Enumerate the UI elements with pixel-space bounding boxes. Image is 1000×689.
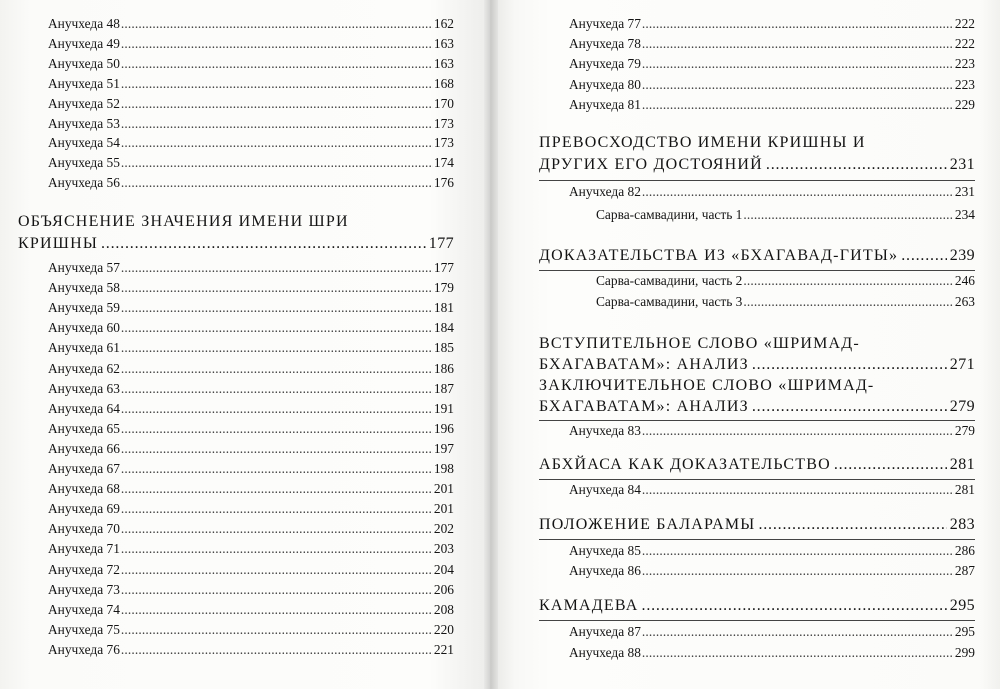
leader-dots: [743, 207, 954, 223]
leader-dots: [121, 582, 433, 598]
toc-entry-page-number: 201: [433, 501, 454, 517]
section-title: КАМАДЕВА: [539, 597, 639, 614]
toc-entry: [48, 96, 454, 112]
section-title-line1: ПРЕВОСХОДСТВО ИМЕНИ КРИШНЫ И: [539, 134, 866, 151]
section-title-line2: БХАГАВАТАМ»: АНАЛИЗ: [539, 398, 749, 415]
toc-entry-page-number: 229: [954, 96, 975, 112]
leader-dots: [121, 96, 433, 112]
toc-entry-page-number: 221: [433, 641, 454, 657]
leader-dots: [121, 602, 433, 618]
toc-entry: [569, 56, 975, 72]
toc-entry-page-number: 197: [433, 440, 454, 456]
toc-entry: [48, 421, 454, 437]
section-title-line1: ВСТУПИТЕЛЬНОЕ СЛОВО «ШРИМАД-: [539, 335, 860, 352]
section-heading: [539, 456, 975, 474]
toc-entry-label: Анучхеда 71: [48, 541, 120, 557]
leader-dots: [121, 481, 433, 497]
leader-dots: [121, 280, 433, 296]
leader-dots: [121, 320, 433, 336]
leader-dots: [121, 461, 433, 477]
toc-entry-label: Анучхеда 54: [48, 135, 120, 151]
toc-entry: [569, 16, 975, 32]
toc-entry-label: Анучхеда 52: [48, 95, 120, 111]
leader-dots: [642, 77, 954, 93]
toc-entry: [48, 481, 454, 497]
toc-entry: [48, 36, 454, 52]
section-heading-line2: [18, 235, 454, 253]
toc-entry-page-number: 201: [433, 481, 454, 497]
section-page-number: 271: [949, 356, 975, 373]
toc-entry-label: Анучхеда 61: [48, 340, 120, 356]
toc-entry: [596, 207, 975, 223]
leader-dots: [642, 624, 954, 640]
section-page-number: 281: [949, 456, 975, 473]
toc-entry-label: Анучхеда 67: [48, 461, 120, 476]
section-page-number: 231: [949, 156, 975, 173]
toc-entry: [48, 135, 454, 151]
leader-dots: [642, 16, 954, 32]
leader-dots: [758, 516, 946, 534]
section-page-number: 283: [949, 516, 975, 533]
toc-entry-label: Анучхеда 73: [48, 581, 120, 597]
toc-entry-label: Анучхеда 66: [48, 440, 120, 456]
leader-dots: [121, 155, 433, 171]
toc-entry-label: Анучхеда 64: [48, 400, 120, 416]
section-page-number: 239: [949, 247, 975, 264]
section-heading: [539, 377, 975, 395]
leader-dots: [121, 642, 433, 658]
toc-entry-label: Анучхеда 57: [48, 260, 120, 275]
toc-entry-label: Анучхеда 51: [48, 75, 120, 91]
leader-dots: [642, 597, 947, 615]
leader-dots: [642, 97, 954, 113]
toc-entry-label: Анучхеда 48: [48, 16, 120, 31]
toc-entry-page-number: 222: [954, 36, 975, 52]
section-title-line1: ЗАКЛЮЧИТЕЛЬНОЕ СЛОВО «ШРИМАД-: [539, 377, 875, 394]
leader-dots: [121, 175, 433, 191]
toc-entry-page-number: 203: [433, 541, 454, 557]
toc-entry: [48, 401, 454, 417]
toc-entry: [569, 482, 975, 498]
leader-dots: [766, 156, 947, 174]
toc-entry-label: Анучхеда 65: [48, 420, 120, 436]
leader-dots: [642, 56, 954, 72]
toc-entry-label: Анучхеда 53: [48, 115, 120, 131]
leader-dots: [642, 423, 954, 439]
toc-entry: [48, 155, 454, 171]
leader-dots: [121, 16, 433, 32]
toc-entry-page-number: 177: [433, 260, 454, 275]
toc-entry-label: Анучхеда 87: [569, 624, 641, 639]
section-rule: [539, 180, 975, 181]
toc-entry-label: Анучхеда 86: [569, 563, 641, 578]
leader-dots: [901, 247, 947, 265]
section-heading-line2: [539, 398, 975, 416]
toc-entry-label: Анучхеда 49: [48, 35, 120, 51]
toc-entry-page-number: 295: [954, 624, 975, 639]
toc-entry-label: Анучхеда 72: [48, 561, 120, 577]
toc-entry-label: Анучхеда 60: [48, 320, 120, 336]
toc-entry: [48, 441, 454, 457]
toc-entry-label: Сарва-самвадини, часть 1: [596, 207, 743, 222]
toc-entry: [48, 361, 454, 377]
toc-entry-label: Сарва-самвадини, часть 2: [596, 273, 743, 288]
leader-dots: [752, 398, 947, 416]
leader-dots: [121, 521, 433, 537]
toc-entry-label: Анучхеда 58: [48, 280, 120, 296]
toc-entry: [596, 294, 975, 310]
leader-dots: [642, 543, 954, 559]
toc-entry-label: Сарва-самвадини, часть 3: [596, 293, 743, 309]
toc-entry: [48, 501, 454, 517]
toc-entry-page-number: 174: [433, 155, 454, 171]
leader-dots: [642, 645, 954, 661]
toc-entry: [569, 624, 975, 640]
toc-entry-label: Анучхеда 77: [569, 16, 641, 31]
toc-entry-page-number: 184: [433, 320, 454, 336]
toc-entry: [569, 184, 975, 200]
toc-entry: [48, 280, 454, 296]
section-page-number: 279: [949, 398, 975, 415]
toc-entry: [48, 622, 454, 638]
toc-entry: [48, 76, 454, 92]
leader-dots: [834, 456, 947, 474]
toc-entry-page-number: 281: [954, 482, 975, 497]
leader-dots: [101, 235, 426, 253]
section-rule: [539, 539, 975, 540]
toc-entry-page-number: 185: [433, 340, 454, 356]
leader-dots: [121, 401, 433, 417]
leader-dots: [121, 541, 433, 557]
toc-entry-label: Анучхеда 81: [569, 96, 641, 112]
toc-entry-page-number: 263: [954, 293, 975, 309]
toc-entry: [48, 582, 454, 598]
toc-entry-label: Анучхеда 68: [48, 481, 120, 497]
toc-entry-label: Анучхеда 50: [48, 55, 120, 71]
leader-dots: [642, 482, 954, 498]
section-heading: [539, 335, 975, 353]
toc-entry-page-number: 173: [433, 135, 454, 151]
toc-entry-page-number: 181: [433, 300, 454, 316]
toc-entry-page-number: 168: [433, 75, 454, 91]
section-heading-line2: [539, 156, 975, 174]
section-rule: [539, 620, 975, 621]
toc-entry: [48, 381, 454, 397]
section-heading: [18, 213, 454, 231]
toc-entry-label: Анучхеда 62: [48, 360, 120, 376]
toc-entry-page-number: 176: [433, 175, 454, 191]
section-rule: [539, 420, 975, 421]
toc-entry-page-number: 208: [433, 601, 454, 617]
toc-entry-label: Анучхеда 75: [48, 621, 120, 637]
toc-entry-label: Анучхеда 55: [48, 155, 120, 171]
toc-entry-page-number: 223: [954, 56, 975, 72]
section-title-line2: КРИШНЫ: [18, 235, 98, 252]
toc-entry: [48, 340, 454, 356]
toc-entry: [569, 645, 975, 661]
leader-dots: [121, 36, 433, 52]
toc-entry-page-number: 234: [954, 207, 975, 222]
toc-entry: [48, 461, 454, 477]
toc-entry-page-number: 231: [954, 184, 975, 199]
toc-entry-page-number: 287: [954, 563, 975, 578]
toc-entry-label: Анучхеда 76: [48, 641, 120, 657]
leader-dots: [743, 294, 954, 310]
toc-entry-page-number: 220: [433, 621, 454, 637]
toc-entry-page-number: 191: [433, 400, 454, 416]
leader-dots: [121, 421, 433, 437]
section-rule: [539, 479, 975, 480]
toc-entry-label: Анучхеда 80: [569, 76, 641, 92]
toc-entry: [569, 563, 975, 579]
toc-entry-page-number: 279: [954, 423, 975, 438]
leader-dots: [121, 116, 433, 132]
leader-dots: [121, 441, 433, 457]
section-title: ПОЛОЖЕНИЕ БАЛАРАМЫ: [539, 516, 756, 533]
toc-entry-page-number: 186: [433, 360, 454, 376]
toc-entry: [48, 16, 454, 32]
toc-entry-page-number: 198: [433, 461, 454, 476]
toc-entry-page-number: 202: [433, 521, 454, 537]
toc-entry: [569, 543, 975, 559]
toc-entry-label: Анучхеда 69: [48, 501, 120, 517]
section-heading: [539, 134, 975, 152]
section-title-line2: БХАГАВАТАМ»: АНАЛИЗ: [539, 356, 749, 373]
toc-entry-label: Анучхеда 74: [48, 601, 120, 617]
leader-dots: [642, 563, 954, 579]
toc-entry: [569, 97, 975, 113]
toc-entry-page-number: 204: [433, 561, 454, 577]
leader-dots: [121, 622, 433, 638]
toc-entry-label: Анучхеда 56: [48, 175, 120, 191]
leader-dots: [121, 381, 433, 397]
toc-entry: [596, 273, 975, 289]
toc-entry: [48, 175, 454, 191]
leader-dots: [121, 340, 433, 356]
toc-entry-label: Анучхеда 59: [48, 300, 120, 316]
toc-entry-label: Анучхеда 79: [569, 56, 641, 72]
toc-entry-label: Анучхеда 63: [48, 380, 120, 396]
toc-entry: [48, 642, 454, 658]
leader-dots: [642, 36, 954, 52]
toc-entry: [569, 423, 975, 439]
toc-entry: [48, 541, 454, 557]
leader-dots: [743, 273, 954, 289]
leader-dots: [642, 184, 954, 200]
toc-entry-page-number: 222: [954, 16, 975, 31]
section-heading: [539, 247, 975, 265]
leader-dots: [121, 562, 433, 578]
toc-entry: [48, 56, 454, 72]
toc-entry-label: Анучхеда 70: [48, 521, 120, 537]
toc-entry-label: Анучхеда 83: [569, 423, 641, 438]
toc-entry-page-number: 206: [433, 581, 454, 597]
toc-entry: [48, 116, 454, 132]
section-title-line2: ДРУГИХ ЕГО ДОСТОЯНИЙ: [539, 156, 763, 173]
leader-dots: [752, 356, 947, 374]
leader-dots: [121, 76, 433, 92]
toc-entry: [569, 77, 975, 93]
toc-entry-page-number: 162: [433, 16, 454, 31]
toc-entry-page-number: 246: [954, 273, 975, 288]
toc-entry: [48, 602, 454, 618]
leader-dots: [121, 56, 433, 72]
toc-entry-page-number: 163: [433, 55, 454, 71]
section-heading: [539, 516, 975, 534]
toc-entry-page-number: 286: [954, 543, 975, 558]
section-page-number: 177: [428, 235, 454, 252]
toc-entry-page-number: 173: [433, 115, 454, 131]
section-heading-line2: [539, 356, 975, 374]
section-title: АБХЙАСА КАК ДОКАЗАТЕЛЬСТВО: [539, 456, 831, 473]
toc-entry-label: Анучхеда 88: [569, 644, 641, 660]
section-heading: [539, 597, 975, 615]
section-title-line1: ОБЪЯСНЕНИЕ ЗНАЧЕНИЯ ИМЕНИ ШРИ: [18, 213, 349, 230]
section-page-number: 295: [949, 597, 975, 614]
toc-entry-page-number: 170: [433, 95, 454, 111]
section-rule: [539, 270, 975, 271]
leader-dots: [121, 135, 433, 151]
toc-entry-page-number: 299: [954, 644, 975, 660]
toc-entry: [48, 260, 454, 276]
toc-entry-page-number: 187: [433, 380, 454, 396]
toc-entry: [48, 300, 454, 316]
toc-entry: [48, 320, 454, 336]
toc-entry: [48, 521, 454, 537]
section-title: ДОКАЗАТЕЛЬСТВА ИЗ «БХАГАВАД-ГИТЫ»: [539, 247, 899, 264]
leader-dots: [121, 361, 433, 377]
leader-dots: [121, 300, 433, 316]
toc-entry-label: Анучхеда 84: [569, 482, 641, 497]
book-gutter: [484, 0, 498, 689]
toc-entry-label: Анучхеда 85: [569, 543, 641, 558]
toc-entry-page-number: 196: [433, 420, 454, 436]
toc-entry-label: Анучхеда 82: [569, 184, 641, 199]
toc-entry: [48, 562, 454, 578]
toc-entry-page-number: 179: [433, 280, 454, 296]
leader-dots: [121, 260, 433, 276]
toc-entry: [569, 36, 975, 52]
toc-entry-page-number: 223: [954, 76, 975, 92]
toc-entry-label: Анучхеда 78: [569, 36, 641, 52]
toc-entry-page-number: 163: [433, 35, 454, 51]
leader-dots: [121, 501, 433, 517]
